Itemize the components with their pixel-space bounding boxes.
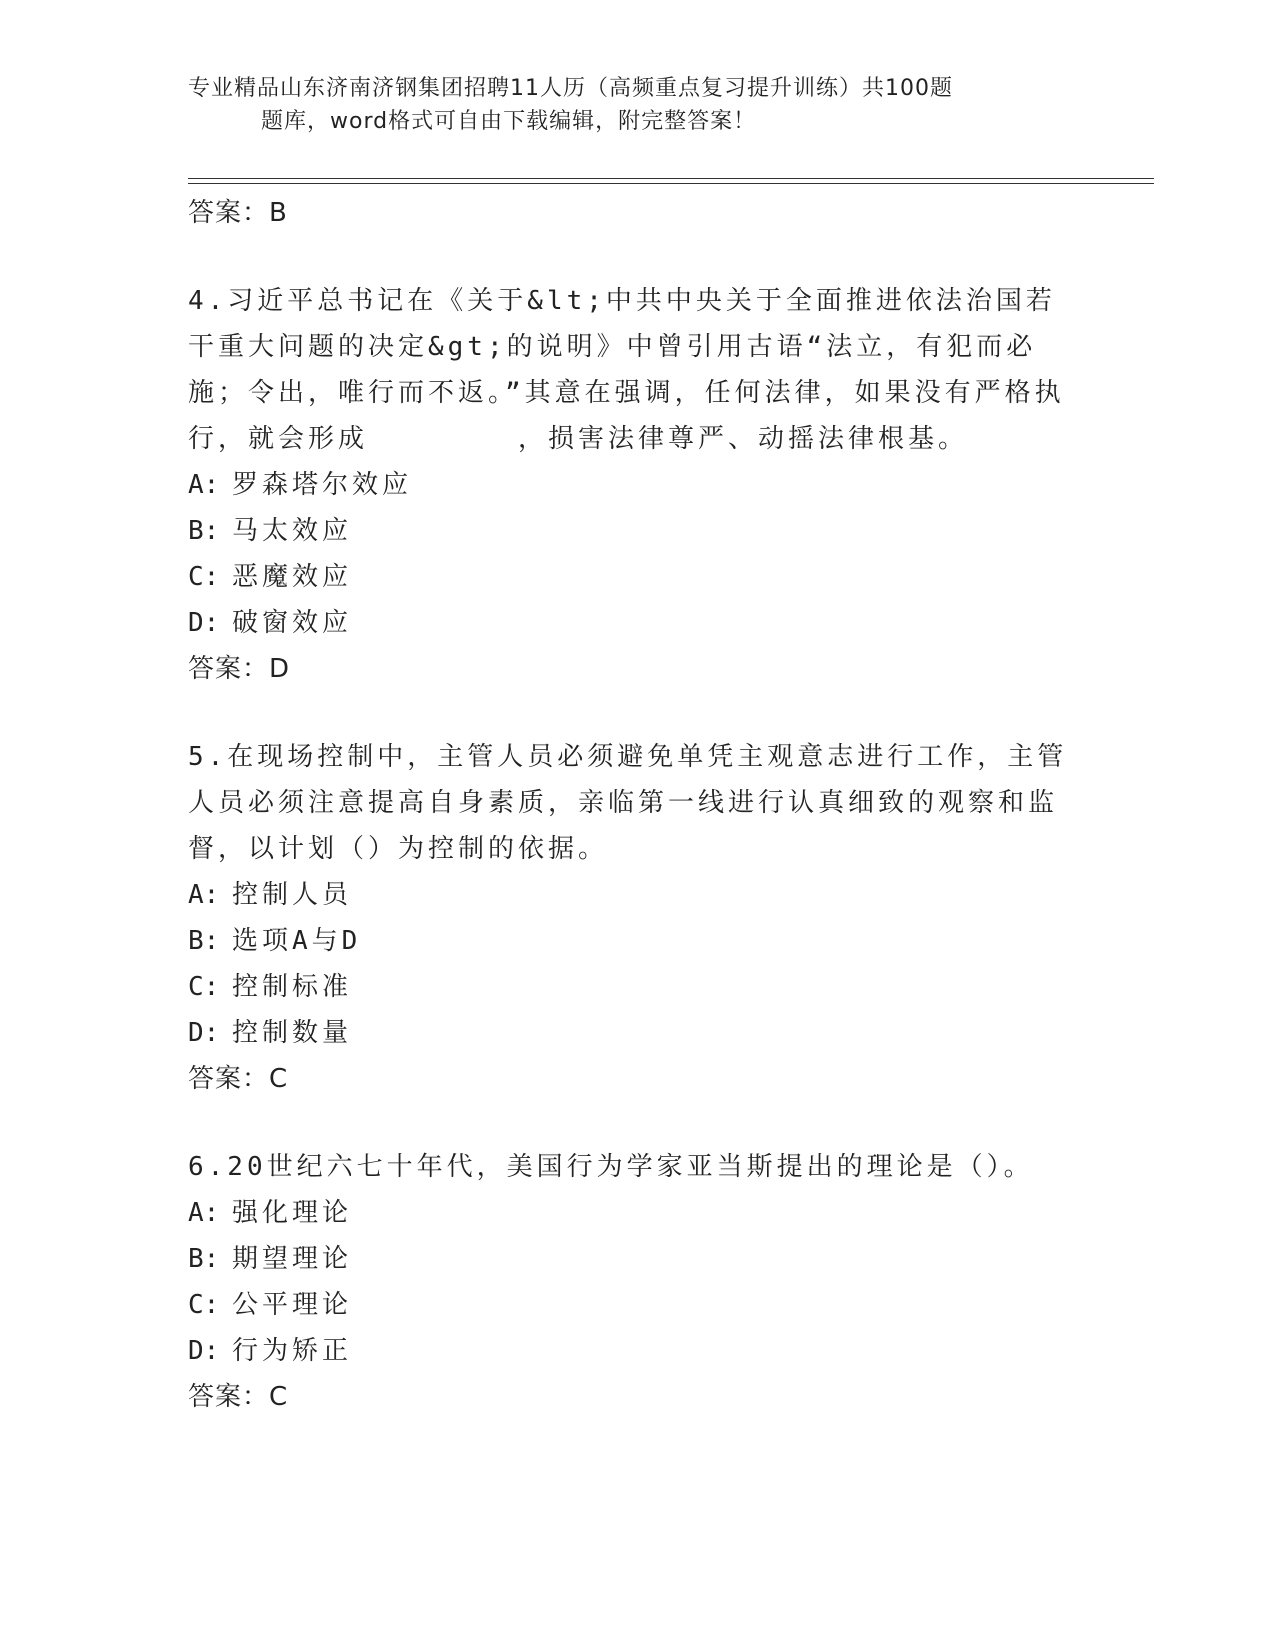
- question-answer: 答案：C: [188, 1064, 289, 1094]
- question-list: [188, 190, 1068, 1420]
- question-4: [188, 278, 1068, 692]
- document-header: [188, 72, 1088, 138]
- header-line-2: 题库，word格式可自由下载编辑，附完整答案！: [261, 109, 757, 134]
- question-answer: 答案：C: [188, 1382, 289, 1412]
- option-b: B: 期望理论: [188, 1244, 353, 1274]
- option-c: C: 控制标准: [188, 972, 353, 1002]
- question-stem: 5.在现场控制中，主管人员必须避免单凭主观意志进行工作，主管人员必须注意提高自身素质，亲临第一线进行认真细致的观察和监督，以计划（）为控制的依据。: [188, 742, 1068, 864]
- question-stem: 4.习近平总书记在《关于&lt;中共中央关于全面推进依法治国若干重大问题的决定&gt;的说明》中曾引用古语“法立，有犯而必施；令出，唯行而不返。”其意在强调，任何法律，如果没有严格执行，就会形成 ，损害法律尊严、动摇法律根基。: [188, 286, 1065, 454]
- option-b: B: 马太效应: [188, 516, 353, 546]
- question-stem: 6.20世纪六七十年代，美国行为学家亚当斯提出的理论是（）。: [188, 1152, 1034, 1182]
- question-answer: 答案：D: [188, 654, 291, 684]
- option-b: B: 选项A与D: [188, 926, 362, 956]
- option-c: C: 恶魔效应: [188, 562, 353, 592]
- header-line-1: 专业精品山东济南济钢集团招聘11人历（高频重点复习提升训练）共100题: [188, 76, 953, 101]
- option-a: A: 控制人员: [188, 880, 353, 910]
- prev-answer: 答案：B: [188, 198, 288, 228]
- header-rule-bottom: [188, 183, 1154, 184]
- option-d: D: 行为矫正: [188, 1336, 353, 1366]
- question-6: [188, 1144, 1068, 1420]
- option-a: A: 强化理论: [188, 1198, 353, 1228]
- option-d: D: 控制数量: [188, 1018, 353, 1048]
- question-5: [188, 734, 1068, 1102]
- option-d: D: 破窗效应: [188, 608, 353, 638]
- option-c: C: 公平理论: [188, 1290, 353, 1320]
- option-a: A: 罗森塔尔效应: [188, 470, 413, 500]
- header-rule-top: [188, 178, 1154, 179]
